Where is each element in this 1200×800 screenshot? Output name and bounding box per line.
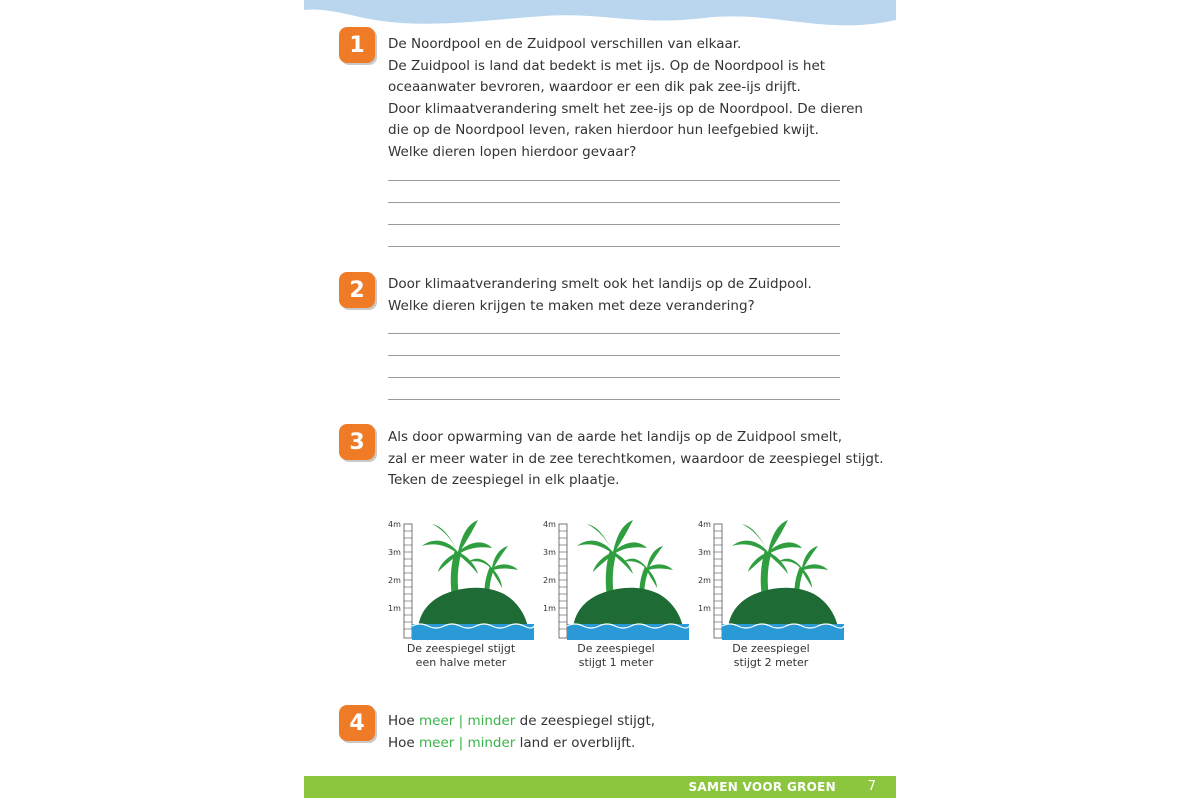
option-minder[interactable]: minder [467,734,516,751]
question-3-line: Teken de zeespiegel in elk plaatje. [388,472,620,488]
question-3-text [388,427,884,492]
island [418,588,528,628]
illustration-caption: De zeespiegel stijgt een halve meter [406,642,516,669]
island-scene [388,512,534,642]
question-3-line: Als door opwarming van de aarde het landijs op de Zuidpool smelt, [388,429,843,445]
answer-line[interactable] [388,333,840,334]
question-4-line-1: Hoe meer | minder de zeespiegel stijgt, [388,713,656,729]
worksheet-page [304,0,896,800]
scale-label: 4m [388,520,401,529]
scale-label: 1m [698,604,711,613]
scale-label: 1m [388,604,401,613]
island-scene [698,512,844,642]
scale-label: 2m [543,576,556,585]
question-1-line: Door klimaatverandering smelt het zee-ijs op de Noordpool. De dieren [388,100,863,117]
scale-label: 2m [698,576,711,585]
page-number: 7 [867,779,876,794]
question-3-line: zal er meer water in de zee terechtkomen, waardoor de zeespiegel stijgt. [388,450,884,467]
footer-bar [304,776,896,798]
question-4-line-2: Hoe meer | minder land er overblijft. [388,734,636,751]
option-minder[interactable]: minder [467,713,516,729]
answer-line[interactable] [388,180,840,181]
question-1-line: De Noordpool en de Zuidpool verschillen van elkaar. [388,36,742,52]
illustration-caption: De zeespiegel stijgt 1 meter [577,642,655,669]
question-1-text [388,34,863,163]
question-2-line: Welke dieren krijgen te maken met deze verandering? [388,297,755,314]
answer-line[interactable] [388,202,840,203]
option-meer[interactable]: meer [419,713,455,729]
measuring-ruler [714,524,722,638]
scale-label: 2m [388,576,401,585]
question-2-line: Door klimaatverandering smelt ook het landijs op de Zuidpool. [388,276,812,292]
scale-label: 3m [388,548,401,557]
answer-line[interactable] [388,377,840,378]
footer-brand: SAMEN VOOR GROEN [688,780,836,794]
answer-line[interactable] [388,246,840,247]
question-number-badge: 4 [339,705,375,741]
illustration-caption: De zeespiegel stijgt 2 meter [732,642,810,669]
question-1-line: Welke dieren lopen hierdoor gevaar? [388,143,637,160]
island [573,588,683,628]
island-illustration[interactable] [388,512,534,672]
question-number-badge: 1 [339,27,375,63]
scale-label: 3m [543,548,556,557]
scale-label: 4m [543,520,556,529]
option-meer[interactable]: meer [419,734,455,751]
answer-line[interactable] [388,224,840,225]
scale-label: 4m [698,520,711,529]
question-1-line: oceaanwater bevroren, waardoor er een dik pak zee-ijs drijft. [388,79,801,95]
island [728,588,838,628]
question-1-line: De Zuidpool is land dat bedekt is met ijs. Op de Noordpool is het [388,57,826,74]
scale-label: 1m [543,604,556,613]
answer-line[interactable] [388,355,840,356]
question-number-badge: 2 [339,272,375,308]
island-illustration[interactable] [543,512,689,672]
scale-label: 3m [698,548,711,557]
island-illustration[interactable] [698,512,844,672]
question-4-text [388,711,848,754]
answer-line[interactable] [388,399,840,400]
measuring-ruler [559,524,567,638]
question-number-badge: 3 [339,424,375,460]
question-2-text [388,274,848,317]
top-wave-decoration [304,0,896,36]
measuring-ruler [404,524,412,638]
question-1-line: die op de Noordpool leven, raken hierdoor hun leefgebied kwijt. [388,122,819,138]
island-scene [543,512,689,642]
